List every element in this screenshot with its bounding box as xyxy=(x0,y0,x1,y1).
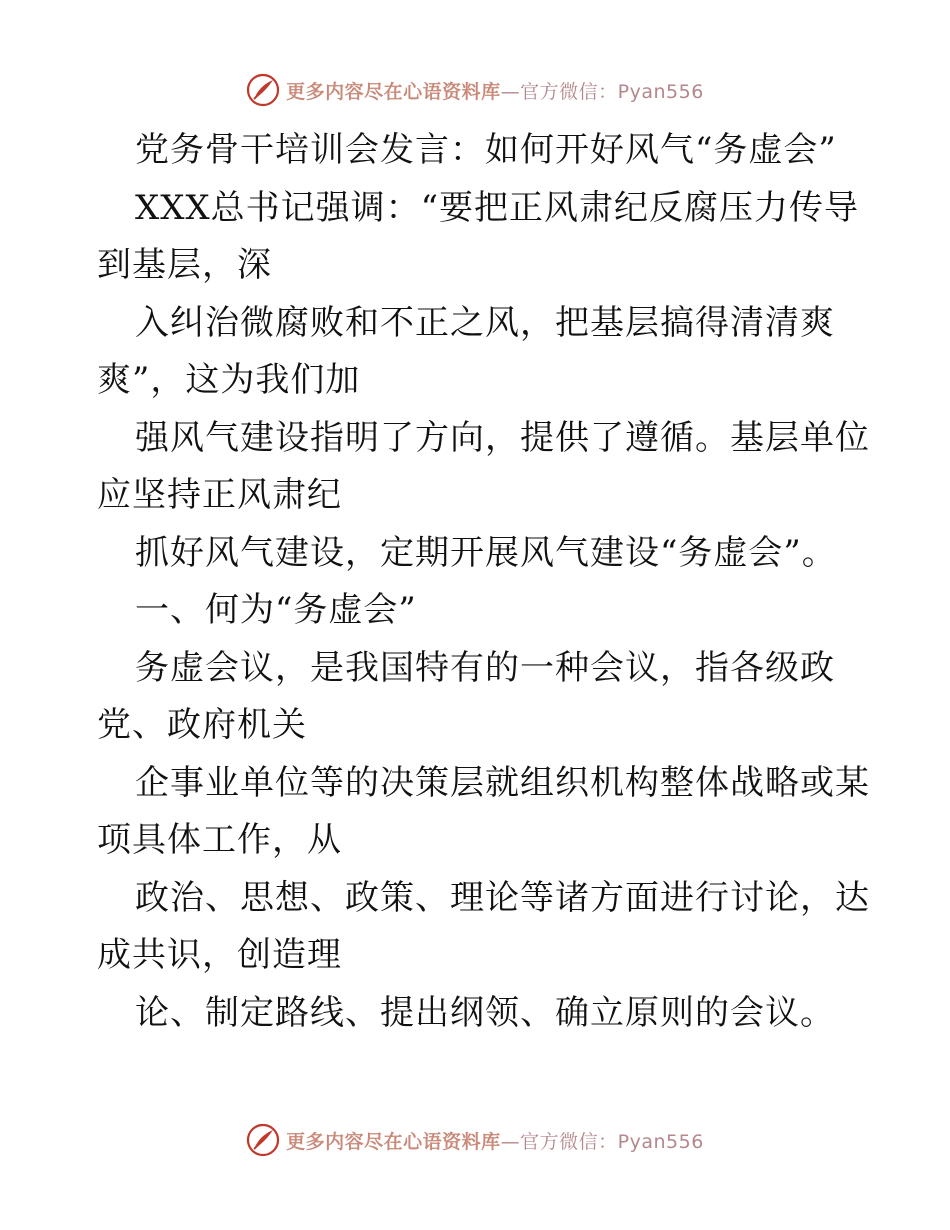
quill-logo-icon xyxy=(246,1123,280,1157)
document-body xyxy=(97,122,877,1042)
paragraph-line: 入纠治微腐败和不正之风，把基层搞得清清爽 xyxy=(135,302,835,343)
paragraph-line: 企事业单位等的决策层就组织机构整体战略或某 xyxy=(135,762,870,803)
watermark-main-text: 更多内容尽在心语资料库 xyxy=(286,1130,501,1153)
paragraph-line: XXX总书记强调：“要把正风肃纪反腐压力传导 xyxy=(135,187,859,228)
paragraph-line: 成共识，创造理 xyxy=(97,935,342,975)
paragraph-line: 强风气建设指明了方向，提供了遵循。基层单位 xyxy=(135,417,870,458)
paragraph-line: 应坚持正风肃纪 xyxy=(97,475,342,515)
footer-watermark xyxy=(0,1120,950,1160)
paragraph-line: 政治、思想、政策、理论等诸方面进行讨论，达 xyxy=(135,877,870,918)
paragraph-line: 论、制定路线、提出纲领、确立原则的会议。 xyxy=(135,992,835,1033)
header-watermark xyxy=(0,70,950,110)
paragraph-line: 务虚会议，是我国特有的一种会议，指各级政 xyxy=(135,647,835,688)
document-title: 党务骨干培训会发言：如何开好风气“务虚会” xyxy=(135,130,837,170)
paragraph-line: 到基层，深 xyxy=(97,245,272,285)
section-heading: 一、何为“务虚会” xyxy=(135,590,417,630)
paragraph-line: 抓好风气建设，定期开展风气建设“务虚会”。 xyxy=(135,532,837,573)
watermark-main-text: 更多内容尽在心语资料库 xyxy=(286,80,501,103)
paragraph-line: 党、政府机关 xyxy=(97,705,307,745)
watermark-wechat-text: —官方微信：Pyan556 xyxy=(500,80,704,103)
paragraph-line: 爽”，这为我们加 xyxy=(97,360,361,400)
quill-logo-icon xyxy=(246,73,280,107)
paragraph-line: 项具体工作，从 xyxy=(97,820,342,860)
watermark-wechat-text: —官方微信：Pyan556 xyxy=(500,1130,704,1153)
